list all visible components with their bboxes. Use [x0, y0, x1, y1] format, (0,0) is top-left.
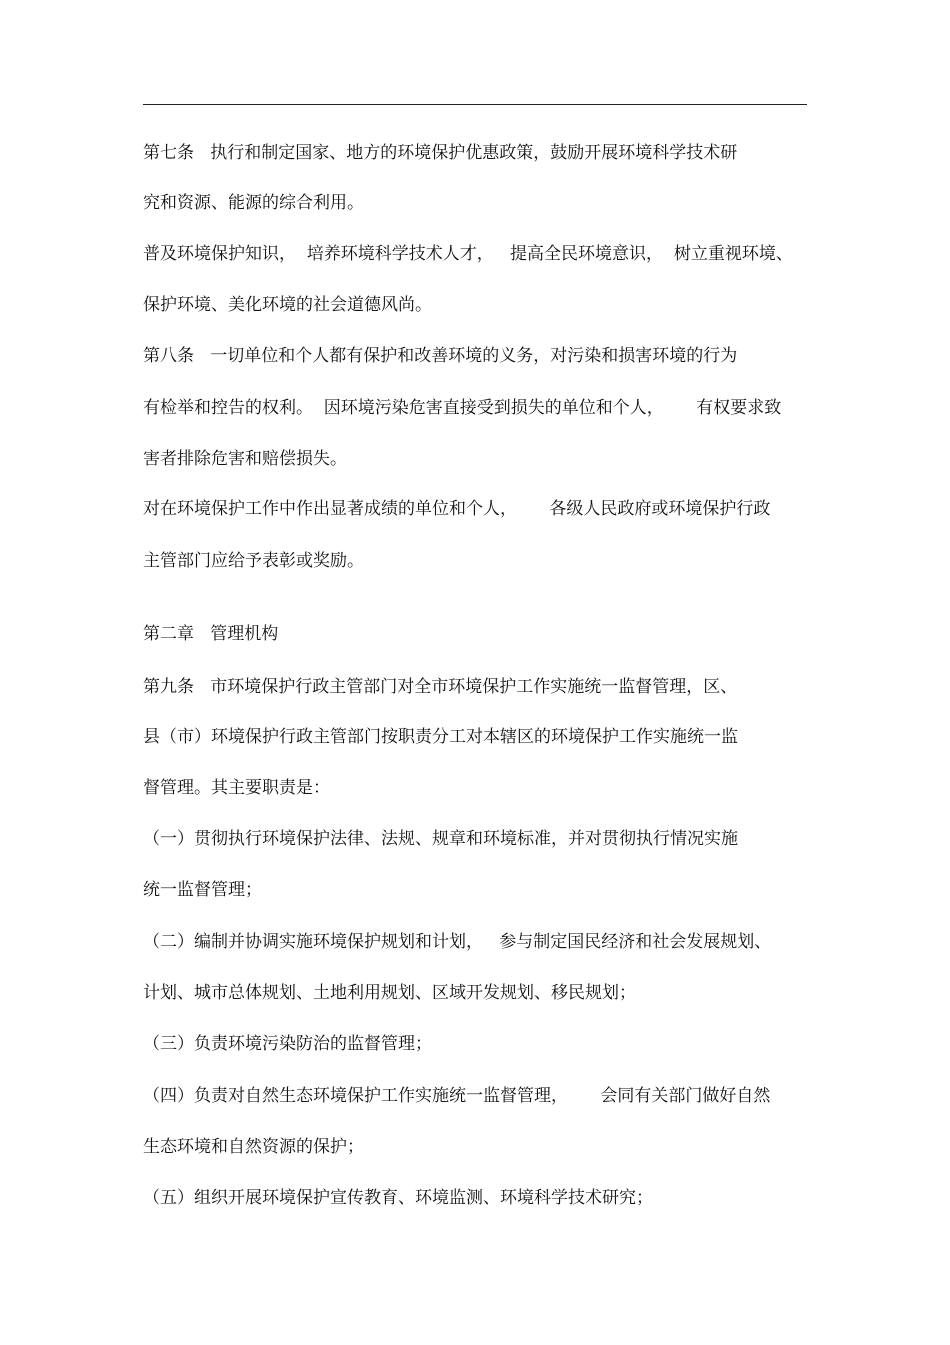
duty-4-line-1: （四）负责对自然生态环境保护工作实施统一监督管理， 会同有关部门做好自然: [143, 1086, 771, 1106]
duty-3-line-1: （三）负责环境污染防治的监督管理；: [143, 1034, 432, 1054]
article-8-line-3: 害者排除危害和赔偿损失。: [143, 449, 347, 469]
paragraph-line-2: 保护环境、美化环境的社会道德风尚。: [143, 295, 432, 315]
duty-5-line-1: （五）组织开展环境保护宣传教育、环境监测、环境科学技术研究；: [143, 1188, 653, 1208]
paragraph-line-3: 对在环境保护工作中作出显著成绩的单位和个人， 各级人民政府或环境保护行政: [143, 499, 771, 519]
paragraph-line-4: 主管部门应给予表彰或奖励。: [143, 551, 364, 571]
article-8-line-2: 有检举和控告的权利。 因环境污染危害直接受到损失的单位和个人， 有权要求致: [143, 398, 782, 418]
article-7-line-2: 究和资源、能源的综合利用。: [143, 193, 364, 213]
paragraph-line-1: 普及环境保护知识， 培养环境科学技术人才， 提高全民环境意识， 树立重视环境、: [143, 244, 793, 264]
article-8-line-1: 第八条 一切单位和个人都有保护和改善环境的义务，对污染和损害环境的行为: [143, 346, 738, 366]
duty-1-line-2: 统一监督管理；: [143, 880, 262, 900]
chapter-2-heading: 第二章 管理机构: [143, 624, 279, 644]
duty-4-line-2: 生态环境和自然资源的保护；: [143, 1137, 364, 1157]
article-9-line-1: 第九条 市环境保护行政主管部门对全市环境保护工作实施统一监督管理，区、: [143, 677, 738, 697]
article-9-line-3: 督管理。其主要职责是：: [143, 778, 330, 798]
header-rule: [143, 104, 807, 105]
duty-2-line-1: （二）编制并协调实施环境保护规划和计划， 参与制定国民经济和社会发展规划、: [143, 932, 772, 952]
duty-2-line-2: 计划、城市总体规划、土地利用规划、区域开发规划、移民规划；: [143, 983, 636, 1003]
article-7-line-1: 第七条 执行和制定国家、地方的环境保护优惠政策，鼓励开展环境科学技术研: [143, 143, 738, 163]
duty-1-line-1: （一）贯彻执行环境保护法律、法规、规章和环境标准，并对贯彻执行情况实施: [143, 829, 738, 849]
article-9-line-2: 县（市）环境保护行政主管部门按职责分工对本辖区的环境保护工作实施统一监: [143, 727, 738, 747]
